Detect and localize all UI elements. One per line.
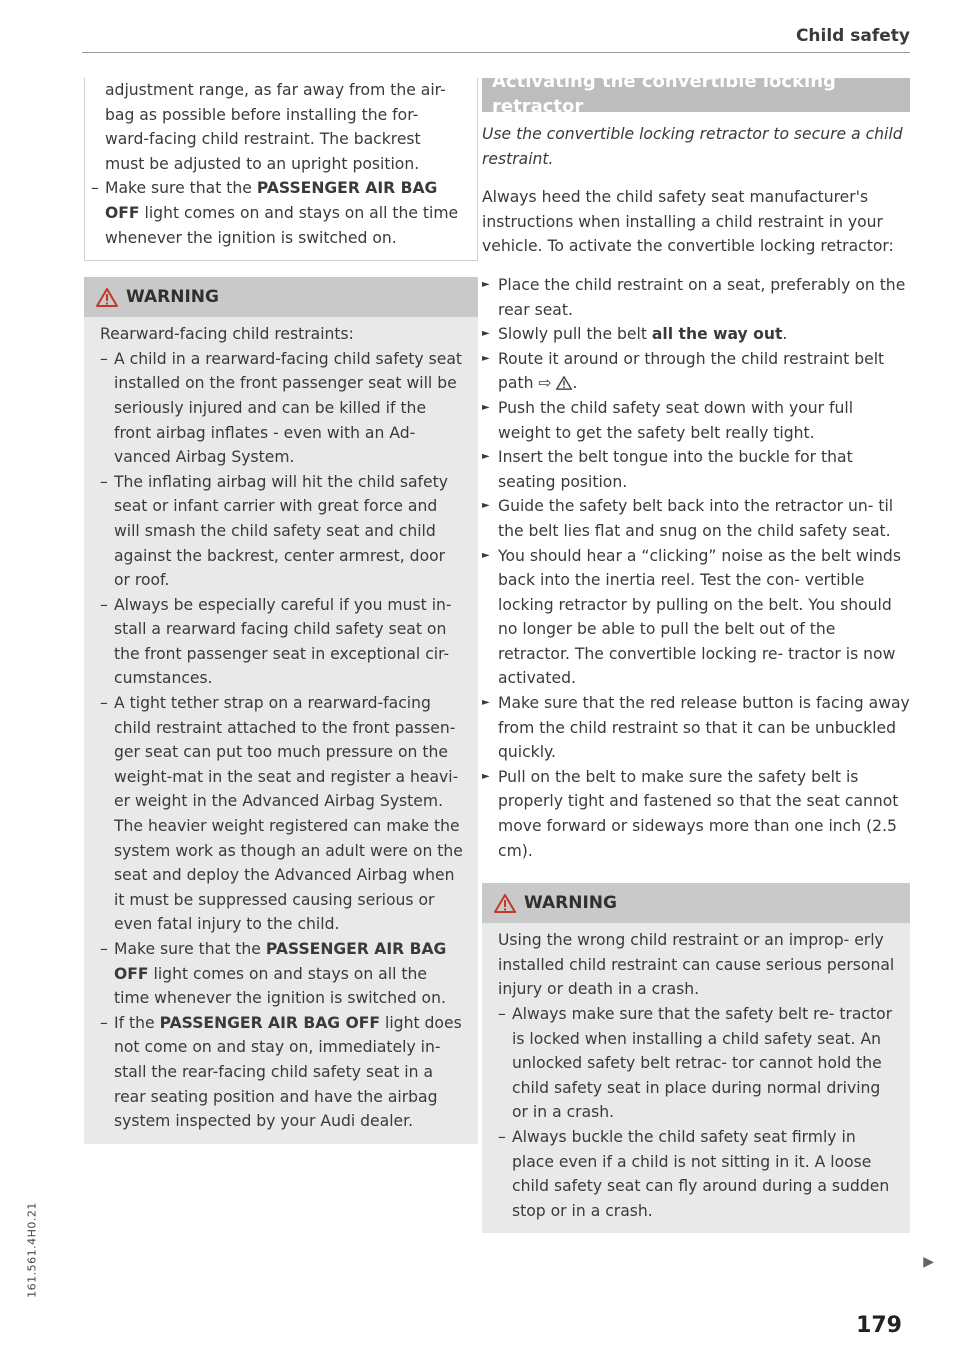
text-line: adjustment range, as far away from the air- <box>105 81 446 99</box>
list-item: – A tight tether strap on a rearward-facing child restraint attached to the front passen- ger seat can put too much pressure on the weight-mat in the seat and register a heavi- er weight in the Advanced Airbag System. The heavier weight registered can make the system work as though an adult were on the seat and deploy the Advanced Airbag when it must be suppressed causing serious or even fatal injury to the child. <box>100 694 463 934</box>
continue-arrow-icon: ▶ <box>923 1254 934 1270</box>
warning-box <box>84 277 478 1144</box>
list-item: – A child in a rearward-facing child safety seat installed on the front passenger seat will be seriously injured and can be killed if the front airbag inflates - even with an Ad- vanced Airbag System. <box>100 349 463 467</box>
intro-text: Use the convertible locking retractor to secure a child restraint. <box>482 125 903 168</box>
instruction-paragraph: Always heed the child safety seat manufacturer's instructions when installing a child restraint in your vehicle. To activate the convertible locking retractor: <box>482 188 894 256</box>
text-line: must be adjusted to an upright position. <box>105 154 420 173</box>
left-column <box>84 78 478 1144</box>
warning-label: WARNING <box>524 892 617 913</box>
warning-intro: Rearward-facing child restraints: <box>100 325 354 344</box>
header-rule <box>82 52 910 53</box>
list-item: – Make sure that the PASSENGER AIR BAG OFF light comes on and stays on all the time whenever the ignition is switched on. <box>91 179 459 247</box>
step-item: ► Place the child restraint on a seat, preferably on the rear seat. <box>482 275 906 319</box>
list-item: – If the PASSENGER AIR BAG OFF light does not come on and stay on, immediately in- stall the rear-facing child safety seat in a rear seating position and have the airbag system inspected by your Audi dealer. <box>100 1013 462 1131</box>
section-title: Child safety <box>795 26 910 46</box>
step-item: ► Slowly pull the belt all the way out. <box>482 325 788 344</box>
arrow-icon: ⇨ <box>538 374 552 393</box>
warning-label: WARNING <box>126 286 219 307</box>
warning-box <box>482 883 910 1233</box>
step-item: ► Route it around or through the child restraint belt path ⇨ . <box>482 349 885 393</box>
warning-icon <box>494 894 516 913</box>
list-item: – Always make sure that the safety belt re- tractor is locked when installing a child safety seat. An unlocked safety belt retrac- tor cannot hold the child safety seat in place during normal driving or in a crash. <box>498 1005 893 1122</box>
step-item: ► Push the child safety seat down with your full weight to get the safety belt really tight. <box>482 398 854 442</box>
step-item: ► You should hear a “clicking” noise as the belt winds back into the inertia reel. Test the con- vertible locking retractor by pulling on the belt. You should no longer be able to pull the belt out of the retractor. The convertible locking re- tractor is now activated. <box>482 546 901 688</box>
list-item: – Always buckle the child safety seat firmly in place even if a child is not sitting in it. A loose child safety seat can fly around during a sudden stop or in a crash. <box>498 1127 890 1220</box>
step-item: ► Insert the belt tongue into the buckle for that seating position. <box>482 448 853 491</box>
step-item: ► Pull on the belt to make sure the safety belt is properly tight and fastened so that the seat cannot move forward or sideways more than one inch (2.5 cm). <box>482 767 899 860</box>
warning-header <box>84 277 478 317</box>
page-number: 179 <box>856 1313 902 1338</box>
warning-intro: Using the wrong child restraint or an improp- erly installed child restraint can cause serious personal injury or death in a crash. <box>498 931 895 999</box>
text-line: bag as possible before installing the for- <box>105 105 419 124</box>
warning-icon <box>96 288 118 307</box>
continuation-box <box>84 78 478 261</box>
warning-icon <box>556 376 572 390</box>
step-item: ► Guide the safety belt back into the retractor un- til the belt lies flat and snug on the child safety seat. <box>482 497 894 540</box>
list-item: – Make sure that the PASSENGER AIR BAG OFF light comes on and stays on all the time whenever the ignition is switched on. <box>100 940 447 1008</box>
right-column <box>482 71 910 1233</box>
warning-header <box>482 883 910 923</box>
list-item: – The inflating airbag will hit the child safety seat or infant carrier with great force and will smash the child safety seat and child against the backrest, center armrest, door or roof. <box>100 472 448 590</box>
document-code: 161.561.4H0.21 <box>25 1202 39 1298</box>
list-item: – Always be especially careful if you must in- stall a rearward facing child safety seat on the front passenger seat in exceptional cir- cumstances. <box>100 595 452 688</box>
text-line: ward-facing child restraint. The backrest <box>105 130 421 149</box>
section-heading: Activating the convertible locking retractor <box>482 78 910 112</box>
step-item: ► Make sure that the red release button is facing away from the child restraint so that it can be unbuckled quickly. <box>482 694 910 762</box>
